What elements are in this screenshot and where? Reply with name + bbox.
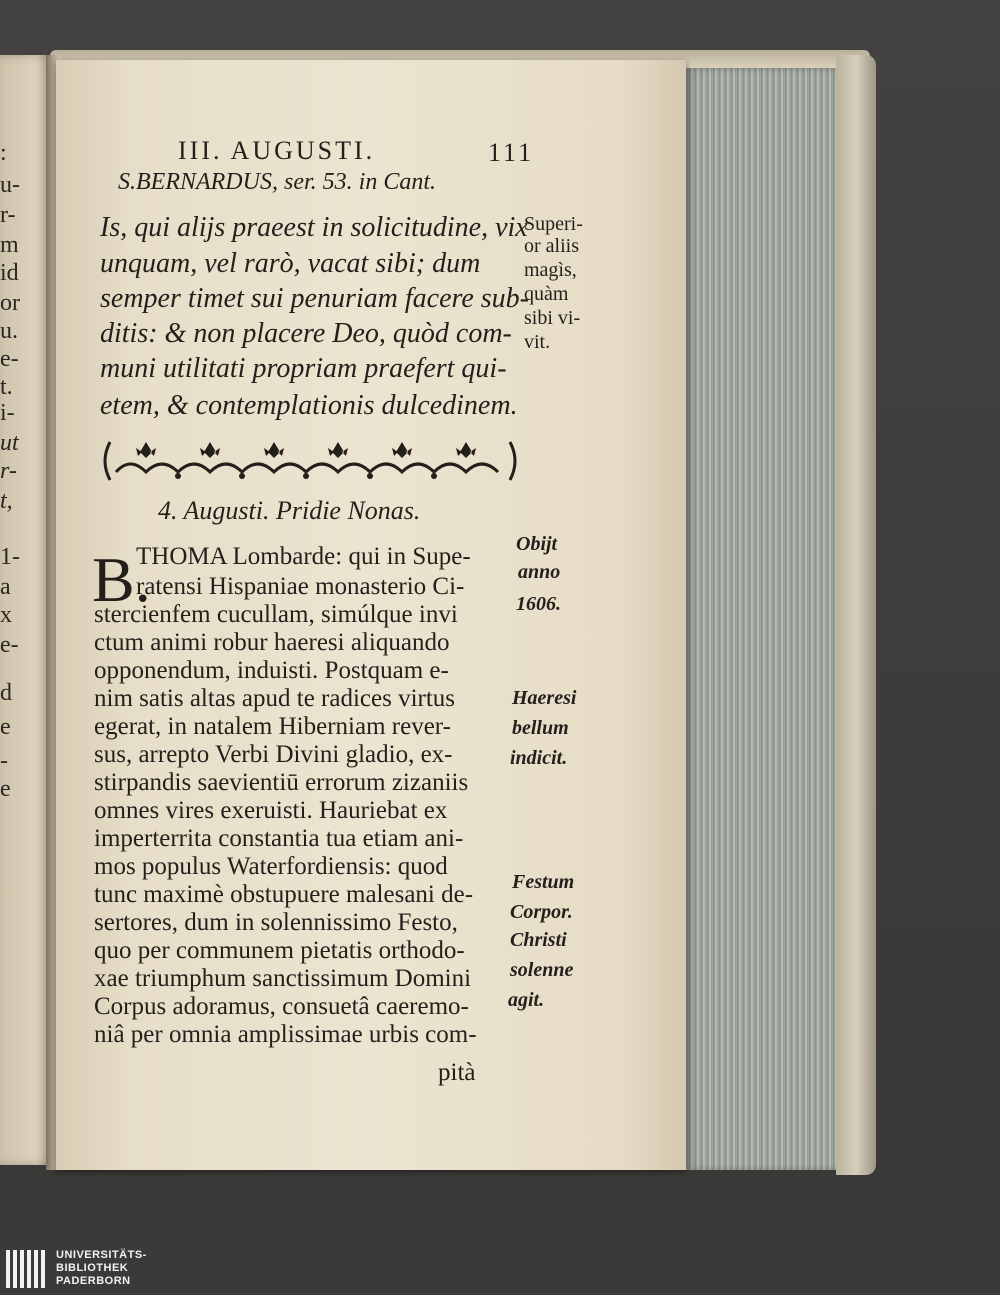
left-page-fragment: e- [0,346,19,372]
left-page-fragment: e- [0,632,19,658]
margin-note: bellum [512,717,569,739]
book-fore-edge [683,68,843,1170]
left-page-fragment: e [0,776,11,802]
page-number: 111 [488,138,535,167]
margin-note: Obijt [516,533,558,555]
library-footer [0,1245,1000,1295]
left-page-fragment: r- [0,458,17,484]
entry-line: ratensi Hispaniae monasterio Ci- [136,573,465,600]
margin-note: Christi [510,929,567,951]
left-page-fragment: r- [0,202,16,228]
margin-note: or aliis [524,235,579,257]
book-cover-edge [836,55,876,1175]
margin-note: solenne [510,959,574,981]
quote-line: muni utilitati propriam praefert qui- [100,353,507,384]
entry-line: THOMA Lombarde: qui in Supe- [136,543,471,570]
quote-line: unquam, vel rarò, vacat sibi; dum [100,248,481,279]
margin-note: vit. [524,331,551,353]
running-head-title: III. AUGUSTI. [178,136,376,165]
quote-line: etem, & contemplationis dulcedinem. [100,390,518,421]
left-page-fragment: ut [0,430,19,456]
quote-line: Is, qui alijs praeest in solicitudine, vix [100,212,528,243]
entry-line: sertores, dum in solennissimo Festo, [94,909,458,936]
quote-line: semper timet sui penuriam facere sub- [100,283,529,314]
entry-line: ctum animi robur haeresi aliquando [94,629,450,656]
entry-line: egerat, in natalem Hiberniam rever- [94,713,451,740]
margin-note: Festum [512,871,575,893]
margin-note: Superi- [524,213,583,235]
margin-note: 1606. [516,593,561,615]
margin-note: sibi vi- [524,307,581,329]
margin-note: anno [518,561,561,583]
catchword: pità [438,1059,476,1086]
left-page-fragment: : [0,140,7,166]
entry-line: tunc maximè obstupuere malesani de- [94,881,474,908]
left-page [0,55,52,1165]
left-page-fragment: d [0,680,12,706]
margin-note: agit. [508,989,545,1011]
library-logo-text: PADERBORN [56,1275,131,1287]
left-page-fragment: m [0,232,19,258]
left-page-fragment: e [0,714,11,740]
left-page-fragment: t, [0,488,13,514]
entry-line: sus, arrepto Verbi Divini gladio, ex- [94,741,453,768]
entry-line: stirpandis saevientiū errorum zizaniis [94,769,469,796]
ornament-border [100,436,520,486]
entry-line: omnes vires exeruisti. Hauriebat ex [94,797,448,824]
margin-note: Haeresi [512,687,577,709]
date-heading: 4. Augusti. Pridie Nonas. [158,496,421,525]
quote-source: S.BERNARDUS, ser. 53. in Cant. [118,169,436,195]
margin-note: indicit. [510,747,568,769]
margin-note: quàm [524,283,569,305]
left-page-fragment: id [0,260,19,286]
left-page-fragment: u- [0,172,20,198]
entry-line: Corpus adoramus, consuetâ caeremo- [94,993,469,1020]
left-page-fragment: u. [0,318,18,344]
drop-cap: B. [92,544,151,615]
entry-line: quo per communem pietatis orthodo- [94,937,465,964]
left-page-fragment: 1- [0,544,20,570]
entry-line: xae triumphum sanctissimum Domini [94,965,472,992]
library-logo-text: BIBLIOTHEK [56,1262,129,1274]
entry-line: imperterrita constantia tua etiam ani- [94,825,464,852]
left-page-fragment: a [0,574,11,600]
entry-line: stercienfem cucullam, simúlque invi [94,601,458,628]
margin-note: magìs, [524,259,577,281]
entry-line: opponendum, induisti. Postquam e- [94,657,449,684]
left-page-fragment: x [0,602,12,628]
entry-line: niâ per omnia amplissimae urbis com- [94,1021,477,1048]
left-page-fragment: - [0,748,8,774]
library-logo-text: UNIVERSITÄTS- [56,1249,147,1261]
margin-note: Corpor. [510,901,573,923]
left-page-fragment: i- [0,400,15,426]
entry-line: nim satis altas apud te radices virtus [94,685,456,712]
quote-line: ditis: & non placere Deo, quòd com- [100,318,512,349]
left-page-fragment: or [0,290,20,316]
library-logo-icon [6,1248,50,1292]
entry-line: mos populus Waterfordiensis: quod [94,853,448,880]
left-page-fragment: t. [0,374,13,400]
